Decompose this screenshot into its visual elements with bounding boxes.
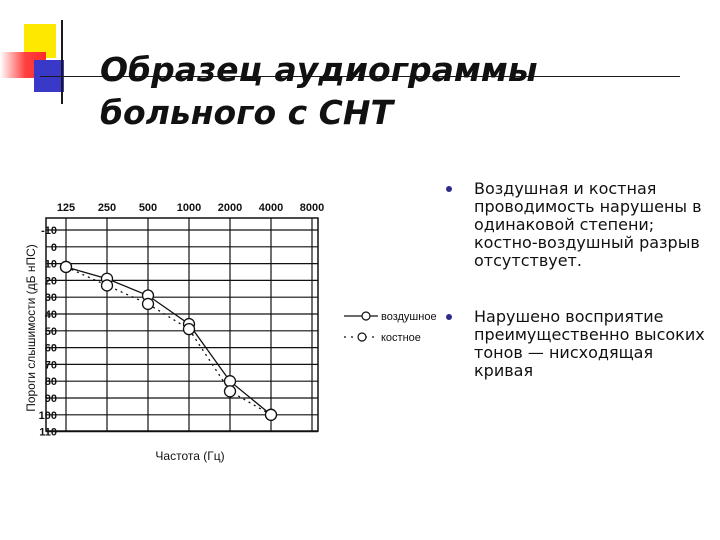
y-tick-label: 10 [44,258,57,271]
data-point-bone [102,280,113,291]
bullet-item [440,180,715,270]
series-layer [61,261,277,420]
y-tick-label: 110 [39,426,57,439]
data-point-bone [225,386,236,397]
y-tick-labels [39,225,57,439]
y-tick-label: 50 [44,325,57,338]
data-point-bone [143,298,154,309]
data-point-bone [266,409,277,420]
x-tick-label: 500 [138,202,158,214]
plot-frame [46,218,318,431]
x-axis-label: Частота (Гц) [155,449,225,463]
y-tick-label: 100 [38,409,57,422]
y-tick-label: 20 [44,275,57,288]
slide-title: Образец аудиограммы больного с СНТ [100,50,538,132]
x-tick-labels [57,202,324,214]
y-tick-label: 70 [44,359,57,372]
x-tick-label: 8000 [299,202,325,214]
y-tick-label: 90 [44,393,57,405]
y-tick-label: 30 [44,292,57,305]
x-tick-label: 4000 [258,202,284,214]
x-tick-label: 250 [97,202,117,214]
y-axis-label: Пороги слышимости (дБ нПС) [24,244,38,412]
x-tick-label: 2000 [217,202,243,214]
y-tick-label: -10 [41,225,57,237]
y-tick-label: 60 [44,342,57,355]
y-tick-label: 0 [50,241,57,254]
legend-marker-bone [358,333,366,341]
x-tick-label: 1000 [176,202,202,214]
series-line-air [66,267,271,415]
bullet-item [440,308,715,380]
legend-marker-air [362,312,370,320]
x-tick-label: 125 [56,202,76,214]
y-tick-label: 80 [44,376,57,389]
legend [344,311,437,344]
legend-label-bone: костное [381,332,421,344]
bullet-dot [446,186,452,192]
bullet-dot [446,314,452,320]
data-point-bone [184,324,195,335]
legend-label-air: воздушное [381,311,437,323]
bullet-text: Воздушная и костная проводимость нарушены в одинаковой степени; костно-воздушный разрыв отсутствует. [474,179,702,270]
series-line-bone [66,267,271,415]
y-tick-label: 40 [44,309,57,321]
grid [46,218,318,432]
data-point-bone [61,261,72,272]
bullet-list [440,180,715,380]
bullet-text: Нарушено восприятие преимущественно высоких тонов — нисходящая кривая [474,307,705,380]
